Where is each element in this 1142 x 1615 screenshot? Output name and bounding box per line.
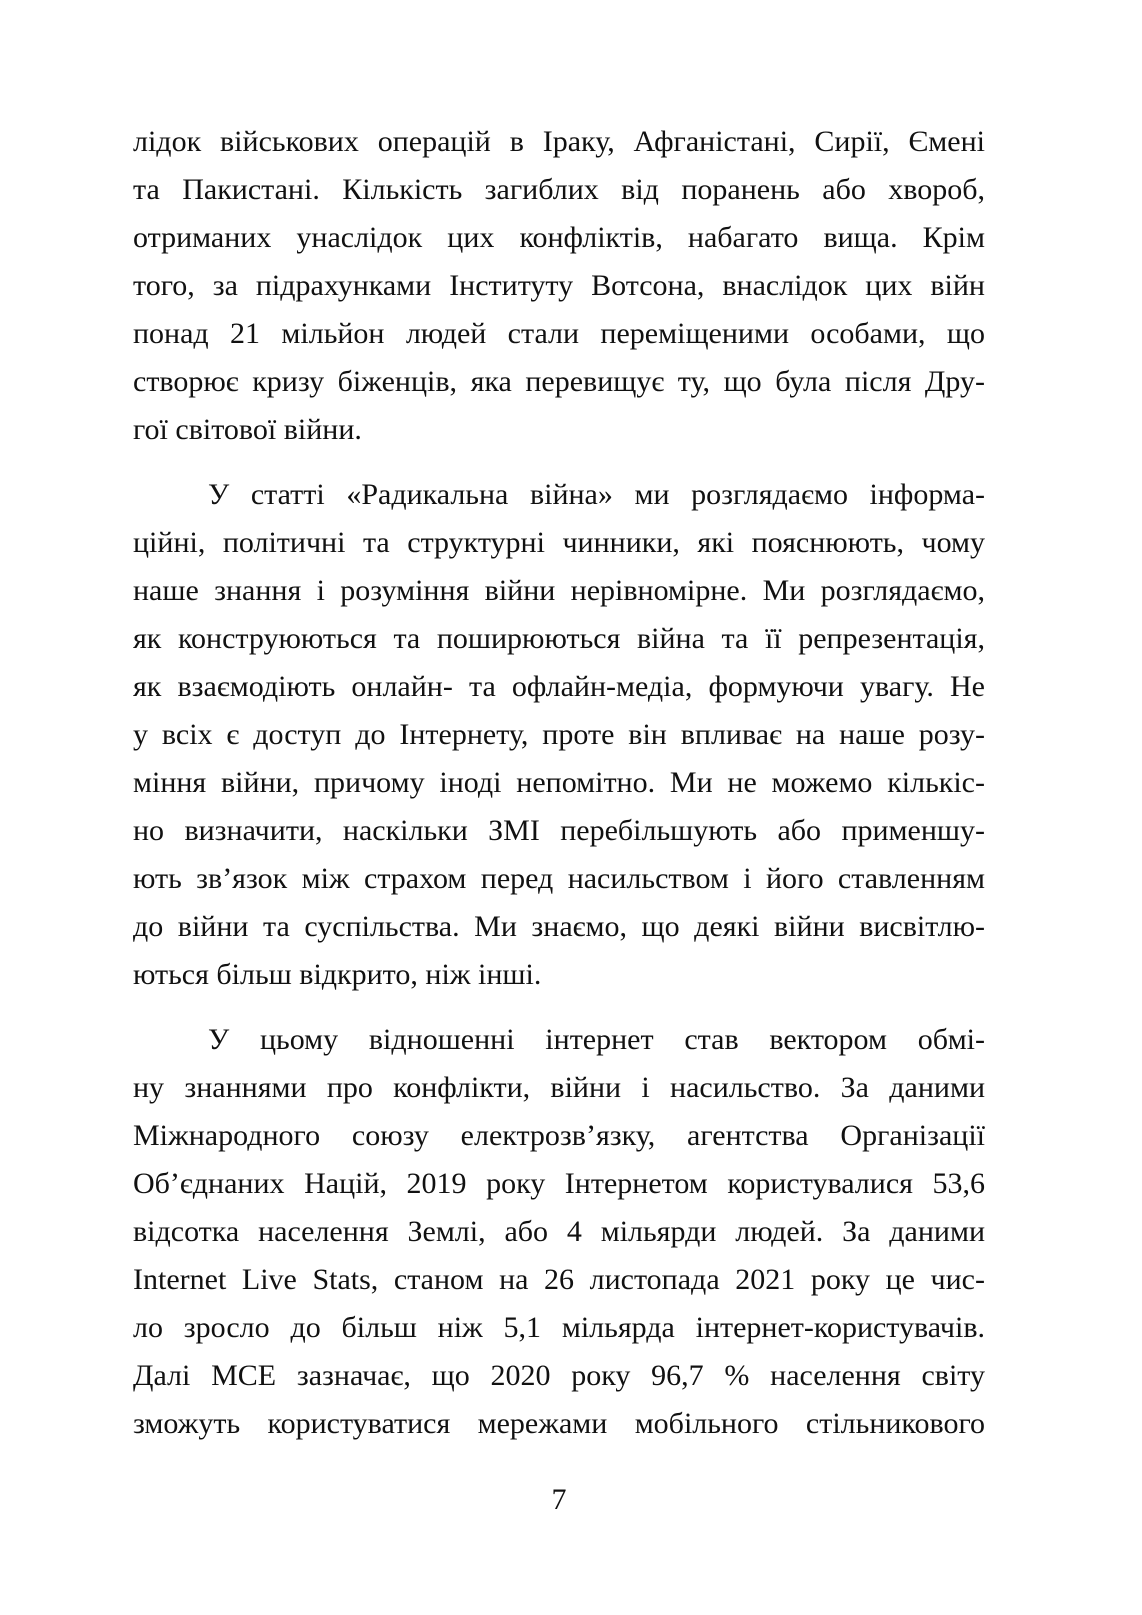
text-line: Міжнародного союзу електрозв’язку, агентства Організації [133, 1119, 985, 1152]
text-line: зможуть користуватися мережами мобільного стільникового [133, 1407, 985, 1440]
text-line: Internet Live Stats, станом на 26 листопада 2021 року це чис- [133, 1263, 985, 1296]
text-line: понад 21 мільйон людей стали переміщеними особами, що [133, 317, 985, 350]
paragraph-1 [133, 118, 985, 454]
text-line: ну знаннями про конфлікти, війни і насильство. За даними [133, 1071, 985, 1104]
text-line: Далі МСЕ зазначає, що 2020 року 96,7 % населення світу [133, 1359, 985, 1392]
text-line: створює кризу біженців, яка перевищує ту, що була після Дру- [133, 365, 985, 398]
text-line: та Пакистані. Кількість загиблих від поранень або хвороб, [133, 173, 985, 206]
text-line: У цьому відношенні інтернет став вектором обмі- [208, 1023, 985, 1056]
paragraph-2 [133, 471, 985, 999]
text-line: міння війни, причому іноді непомітно. Ми не можемо кількіс- [133, 766, 985, 799]
text-line: Об’єднаних Націй, 2019 року Інтернетом користувалися 53,6 [133, 1167, 985, 1200]
paragraph-3 [133, 1016, 985, 1448]
text-line: у всіх є доступ до Інтернету, проте він впливає на наше розу- [133, 718, 985, 751]
text-line: до війни та суспільства. Ми знаємо, що деякі війни висвітлю- [133, 910, 985, 943]
text-line: того, за підрахунками Інституту Вотсона, внаслідок цих війн [133, 269, 985, 302]
text-line: У статті «Радикальна війна» ми розглядаємо інформа- [208, 478, 985, 511]
page-number: 7 [551, 1483, 567, 1516]
text-line: ло зросло до більш ніж 5,1 мільярда інтернет-користувачів. [133, 1311, 985, 1344]
text-line: ють зв’язок між страхом перед насильством і його ставленням [133, 862, 985, 895]
text-line: ються більш відкрито, ніж інші. [133, 958, 542, 991]
text-line: гої світової війни. [133, 413, 362, 446]
text-line: як конструюються та поширюються війна та її репрезентація, [133, 622, 985, 655]
text-line: відсотка населення Землі, або 4 мільярди людей. За даними [133, 1215, 985, 1248]
text-line: лідок військових операцій в Іраку, Афганістані, Сирії, Ємені [133, 125, 985, 158]
text-line: отриманих унаслідок цих конфліктів, набагато вища. Крім [133, 221, 985, 254]
page-text [133, 118, 985, 1448]
text-line: як взаємодіють онлайн- та офлайн-медіа, формуючи увагу. Не [133, 670, 985, 703]
text-line: наше знання і розуміння війни нерівномірне. Ми розглядаємо, [133, 574, 985, 607]
text-line: ційні, політичні та структурні чинники, які пояснюють, чому [133, 526, 985, 559]
text-line: но визначити, наскільки ЗМІ перебільшують або применшу- [133, 814, 985, 847]
